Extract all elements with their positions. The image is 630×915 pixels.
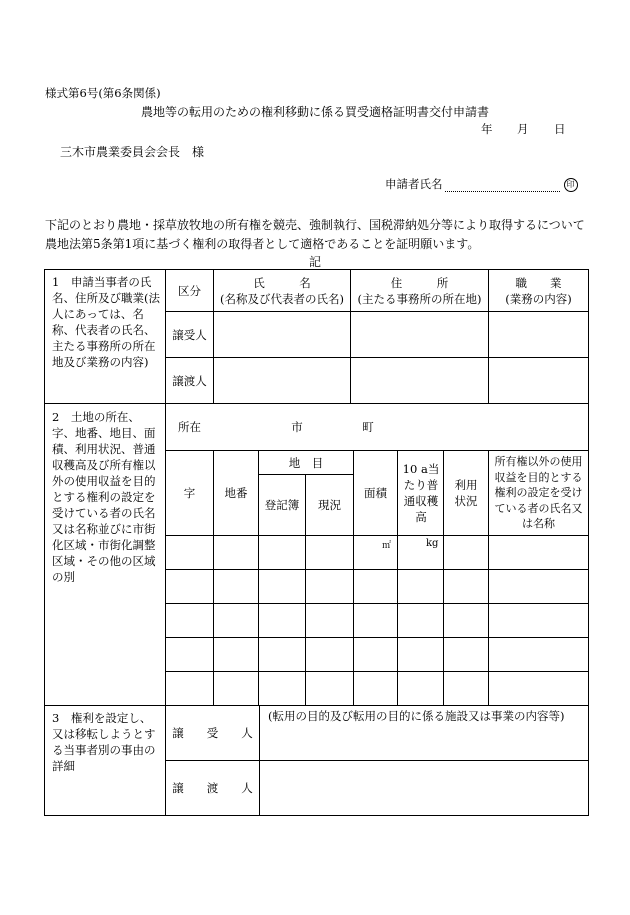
parcel-row-2[interactable] (166, 570, 213, 603)
parcel-row-1[interactable] (166, 536, 213, 569)
applicant-line (385, 176, 578, 192)
col-aza: 字 (183, 486, 196, 500)
form-number: 様式第6号(第6条関係) (45, 86, 161, 100)
parcel-row-3[interactable] (166, 604, 213, 637)
col-riyou: 利用状況 (454, 478, 478, 508)
section2-title: 2 土地の所在、字、地番、地目、面積、利用状況、普通収穫高及び所有権以外の使用収益を目的とする権利の設定を受けている者の氏名又は名称並びに市街化区域・市街化調整区域・その他の区域の別 (52, 410, 156, 584)
seller-address-field[interactable] (351, 358, 488, 403)
section3-buyer-field[interactable] (260, 724, 588, 760)
col-chimoku: 地 目 (288, 455, 324, 470)
row-seller-label: 譲渡人 (172, 373, 207, 388)
applicant-label: 申請者氏名 (385, 177, 443, 191)
applicant-name-field[interactable] (445, 181, 560, 192)
section1-title: 1 申請当事者の氏名、住所及び職業(法人にあっては、名称、代表者の氏名、主たる事務所の所在地及び業務の内容) (52, 275, 160, 369)
buyer-occupation-field[interactable] (489, 312, 588, 357)
col-occupation-header (489, 272, 588, 310)
col-name: 氏 名 (253, 276, 311, 290)
date-year: 年 (481, 122, 493, 136)
section3-seller-label: 譲 渡 人 (172, 781, 253, 795)
buyer-address-field[interactable] (351, 312, 488, 357)
seller-occupation-field[interactable] (489, 358, 588, 403)
seal-mark: 印 (564, 178, 578, 192)
section3-note: (転用の目的及び転用の目的に係る施設又は事業の内容等) (268, 709, 565, 723)
col-chiban: 地番 (224, 486, 248, 500)
shozai-label: 所在 (178, 420, 201, 434)
unit-kg: kg (426, 538, 439, 549)
col-name-header (214, 272, 350, 310)
col-address-sub: (主たる事務所の所在地) (357, 292, 482, 306)
seller-name-field[interactable] (214, 358, 350, 403)
col-name-sub: (名称及び代表者の氏名) (220, 292, 344, 306)
col-occupation-sub: (業務の内容) (505, 292, 572, 306)
col-touki: 登記簿 (264, 498, 300, 512)
col-address-header (351, 272, 488, 310)
col-menseki: 面積 (364, 486, 387, 500)
col-kubun: 区分 (178, 283, 201, 298)
date-day: 日 (554, 122, 566, 136)
parcel-row-4[interactable] (166, 638, 213, 671)
city-label: 市 (291, 420, 303, 434)
row-buyer-label: 譲受人 (172, 327, 207, 342)
parcel-row-5[interactable] (166, 672, 213, 705)
col-genkyo: 現況 (318, 498, 341, 512)
document-title: 農地等の転用のための権利移動に係る買受適格証明書交付申請書 (140, 105, 489, 119)
date-month: 月 (517, 122, 529, 136)
col-yield: 10 a当たり普通収穫高 (402, 462, 440, 524)
col-address: 住 所 (390, 276, 449, 290)
col-occupation: 職 業 (515, 276, 562, 290)
ki-heading: 記 (308, 255, 321, 269)
request-statement: 下記のとおり農地・採草放牧地の所有権を競売、強制執行、国税滞納処分等により取得するについて農地法第5条第1項に基づく権利の取得者として適格であることを証明願います。 (45, 218, 585, 251)
section3-seller-field[interactable] (260, 761, 588, 815)
recipient: 三木市農業委員会会長 様 (60, 145, 205, 159)
section3-buyer-label: 譲 受 人 (172, 726, 253, 740)
section3-title: 3 権利を設定し、又は移転しようとする当事者別の事由の詳細 (52, 711, 156, 773)
town-label: 町 (362, 420, 374, 434)
unit-sqm: ㎡ (382, 541, 392, 551)
col-rights: 所有権以外の使用収益を目的とする権利の設定を受けている者の氏名又は名称 (494, 455, 583, 531)
buyer-name-field[interactable] (214, 312, 350, 357)
